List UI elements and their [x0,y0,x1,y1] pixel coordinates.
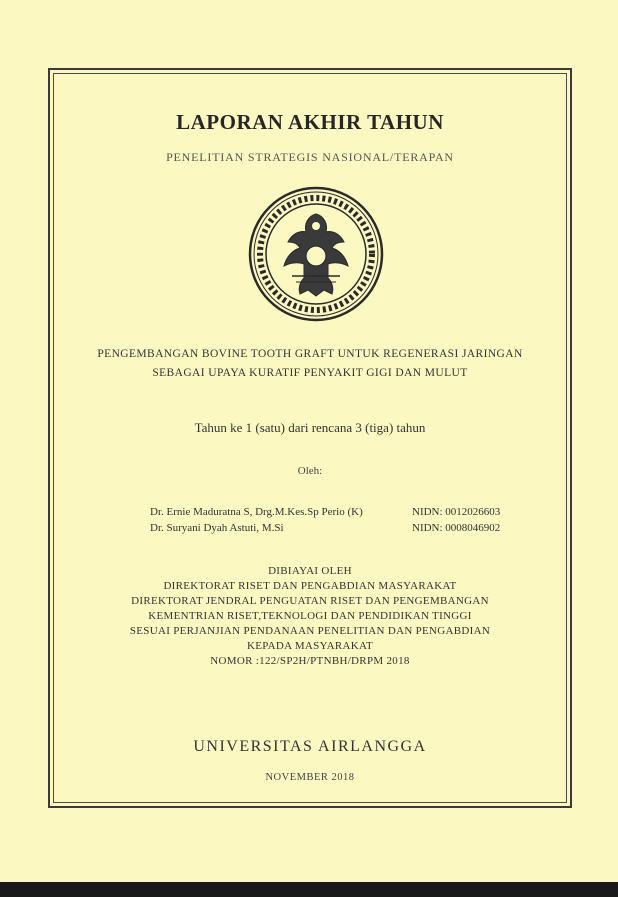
funding-line-5: SESUAI PERJANJIAN PENDANAAN PENELITIAN DAN PENGABDIAN [129,625,491,637]
author-1-nidn: NIDN: 0012026603 [412,506,501,518]
scan-edge [0,882,618,897]
project-title-line-2: SEBAGAI UPAYA KURATIF PENYAKIT GIGI DAN MULUT [152,367,468,379]
author-1-name: Dr. Ernie Maduratna S, Drg.M.Kes.Sp Perio (K) [150,506,363,518]
by-label: Oleh: [297,465,323,477]
funding-line-3: DIREKTORAT JENDRAL PENGUATAN RISET DAN PENGEMBANGAN [131,595,489,607]
report-subtitle: PENELITIAN STRATEGIS NASIONAL/TERAPAN [166,150,454,164]
inner-border [53,73,567,803]
funding-line-7: NOMOR :122/SP2H/PTNBH/DRPM 2018 [210,655,410,667]
report-date: NOVEMBER 2018 [265,772,355,783]
university-seal-icon [248,186,384,322]
funding-line-4: KEMENTRIAN RISET,TEKNOLOGI DAN PENDIDIKAN TINGGI [148,610,472,622]
report-title: LAPORAN AKHIR TAHUN [176,110,444,134]
year-info: Tahun ke 1 (satu) dari rencana 3 (tiga) tahun [194,420,426,435]
author-2-nidn: NIDN: 0008046902 [412,522,501,534]
funding-line-1: DIBIAYAI OLEH [268,565,352,577]
project-title-line-1: PENGEMBANGAN BOVINE TOOTH GRAFT UNTUK REGENERASI JARINGAN [97,348,523,360]
funding-line-2: DIREKTORAT RISET DAN PENGABDIAN MASYARAKAT [163,580,457,592]
author-2-name: Dr. Suryani Dyah Astuti, M.Si [150,522,284,534]
funding-line-6: KEPADA MASYARAKAT [246,640,374,652]
university-name: UNIVERSITAS AIRLANGGA [193,738,427,755]
